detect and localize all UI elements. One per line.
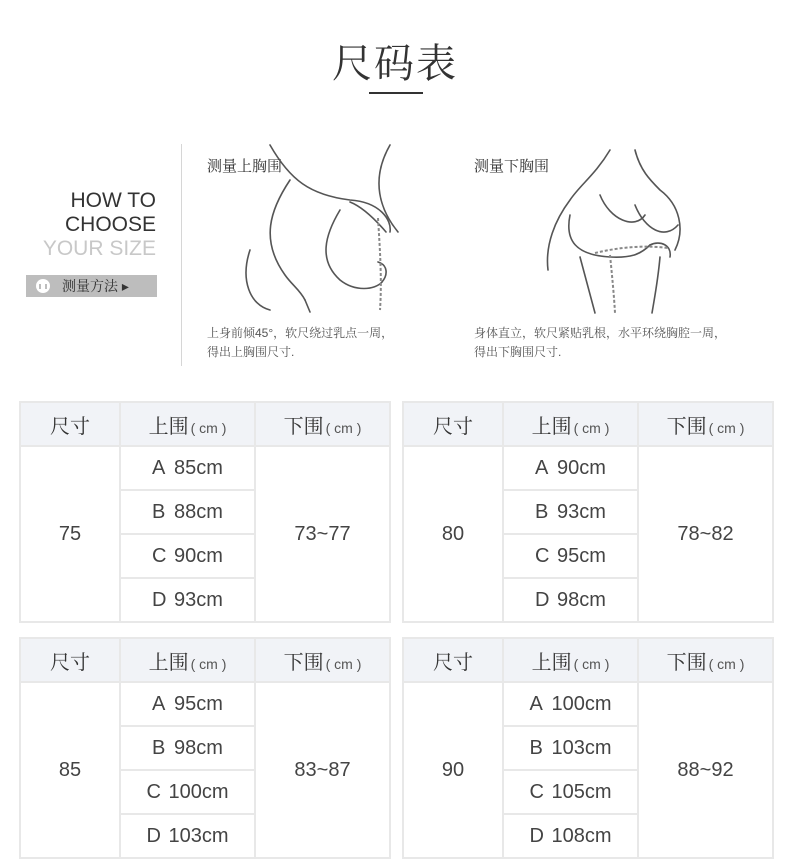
size-header: [20, 402, 120, 446]
upper-value: 90cm: [557, 456, 606, 479]
size-cell: 80: [403, 446, 503, 622]
cup-letter: C: [535, 544, 550, 567]
unit-label: ( cm ): [708, 419, 745, 436]
lower-header: [638, 402, 773, 446]
upper-cell: [120, 534, 255, 578]
size-cell: 90: [403, 682, 503, 858]
unit-label: ( cm ): [573, 655, 610, 672]
cup-letter: A: [152, 692, 166, 715]
upper-value: 90cm: [174, 544, 223, 567]
divider: [181, 144, 182, 366]
size-header: [20, 638, 120, 682]
upper-cell: [503, 578, 638, 622]
upper-cell: [120, 578, 255, 622]
size-header-label: 尺寸: [433, 651, 473, 674]
upper-bust-note: [207, 324, 393, 362]
upper-header-label: 上围: [531, 415, 572, 438]
unit-label: ( cm ): [573, 419, 610, 436]
size-table: [402, 401, 774, 623]
upper-value: 108cm: [551, 824, 612, 847]
upper-header: [120, 402, 255, 446]
unit-label: ( cm ): [325, 655, 362, 672]
upper-value: 95cm: [174, 692, 223, 715]
lower-range-cell: 73~77: [255, 446, 390, 622]
how-line-1: HOW TO: [70, 189, 156, 212]
table-row: [403, 682, 773, 726]
lower-bust-note: [474, 324, 726, 362]
measure-method-button[interactable]: [26, 275, 157, 297]
table-header-row: [403, 638, 773, 682]
cup-letter: A: [529, 692, 543, 715]
size-table: [19, 637, 391, 859]
unit-label: ( cm ): [325, 419, 362, 436]
upper-cell: [503, 446, 638, 490]
cup-letter: D: [529, 824, 544, 847]
cup-letter: C: [146, 780, 161, 803]
upper-value: 93cm: [557, 500, 606, 523]
upper-value: 105cm: [551, 780, 612, 803]
upper-note-line-2: 得出上胸围尺寸.: [207, 345, 295, 359]
size-header-label: 尺寸: [433, 415, 473, 438]
upper-value: 85cm: [174, 456, 223, 479]
upper-cell: [120, 770, 255, 814]
how-line-3: YOUR SIZE: [42, 237, 156, 260]
upper-cell: [503, 534, 638, 578]
lower-header: [638, 638, 773, 682]
upper-value: 100cm: [551, 692, 612, 715]
upper-value: 98cm: [174, 736, 223, 759]
upper-cell: [120, 490, 255, 534]
page-title: 尺码表: [332, 42, 458, 86]
upper-cell: [120, 446, 255, 490]
cup-letter: C: [152, 544, 167, 567]
cup-letter: B: [529, 736, 543, 759]
upper-header-label: 上围: [531, 651, 572, 674]
size-header-label: 尺寸: [50, 415, 90, 438]
lower-header-label: 下围: [666, 651, 707, 674]
cup-letter: A: [535, 456, 549, 479]
upper-cell: [503, 682, 638, 726]
size-header: [403, 638, 503, 682]
upper-cell: [503, 814, 638, 858]
measure-icon: [36, 279, 50, 293]
upper-cell: [503, 770, 638, 814]
size-table: [19, 401, 391, 623]
cup-letter: A: [152, 456, 166, 479]
upper-value: 98cm: [557, 588, 606, 611]
upper-cell: [503, 726, 638, 770]
measure-method-label: 测量方法 ▸: [62, 278, 129, 294]
lower-bust-label: 测量下胸围: [474, 158, 550, 175]
unit-label: ( cm ): [708, 655, 745, 672]
lower-bust-illustration: [540, 145, 705, 315]
upper-bust-label: 测量上胸围: [207, 158, 283, 175]
size-header: [403, 402, 503, 446]
lower-range-cell: 83~87: [255, 682, 390, 858]
upper-value: 103cm: [168, 824, 229, 847]
size-cell: 85: [20, 682, 120, 858]
table-row: [20, 446, 390, 490]
cup-letter: D: [535, 588, 550, 611]
upper-value: 88cm: [174, 500, 223, 523]
cup-letter: D: [152, 588, 167, 611]
upper-cell: [120, 726, 255, 770]
unit-label: ( cm ): [190, 419, 227, 436]
how-line-2: CHOOSE: [64, 213, 156, 236]
size-table: [402, 637, 774, 859]
table-header-row: [403, 402, 773, 446]
cup-letter: C: [529, 780, 544, 803]
size-cell: 75: [20, 446, 120, 622]
cup-letter: B: [152, 736, 166, 759]
table-header-row: [20, 402, 390, 446]
lower-range-cell: 78~82: [638, 446, 773, 622]
upper-bust-illustration: [230, 140, 430, 315]
how-to-choose-heading: [40, 189, 156, 261]
table-row: [403, 446, 773, 490]
size-header-label: 尺寸: [50, 651, 90, 674]
upper-value: 103cm: [551, 736, 612, 759]
lower-header-label: 下围: [283, 651, 324, 674]
lower-note-line-2: 得出下胸围尺寸.: [474, 345, 562, 359]
cup-letter: D: [146, 824, 161, 847]
table-header-row: [20, 638, 390, 682]
upper-value: 95cm: [557, 544, 606, 567]
upper-header: [503, 638, 638, 682]
lower-header: [255, 402, 390, 446]
upper-header-label: 上围: [148, 415, 189, 438]
upper-header: [503, 402, 638, 446]
lower-header-label: 下围: [283, 415, 324, 438]
upper-value: 93cm: [174, 588, 223, 611]
upper-header-label: 上围: [148, 651, 189, 674]
upper-value: 100cm: [168, 780, 229, 803]
lower-range-cell: 88~92: [638, 682, 773, 858]
cup-letter: B: [152, 500, 166, 523]
table-row: [20, 682, 390, 726]
unit-label: ( cm ): [190, 655, 227, 672]
upper-cell: [120, 682, 255, 726]
upper-cell: [503, 490, 638, 534]
cup-letter: B: [535, 500, 549, 523]
upper-cell: [120, 814, 255, 858]
title-underline: [369, 92, 423, 94]
lower-header-label: 下围: [666, 415, 707, 438]
upper-note-line-1: 上身前倾45°，软尺绕过乳点一周，: [207, 326, 394, 340]
upper-header: [120, 638, 255, 682]
lower-header: [255, 638, 390, 682]
lower-note-line-1: 身体直立，软尺紧贴乳根，水平环绕胸腔一周，: [474, 326, 727, 340]
